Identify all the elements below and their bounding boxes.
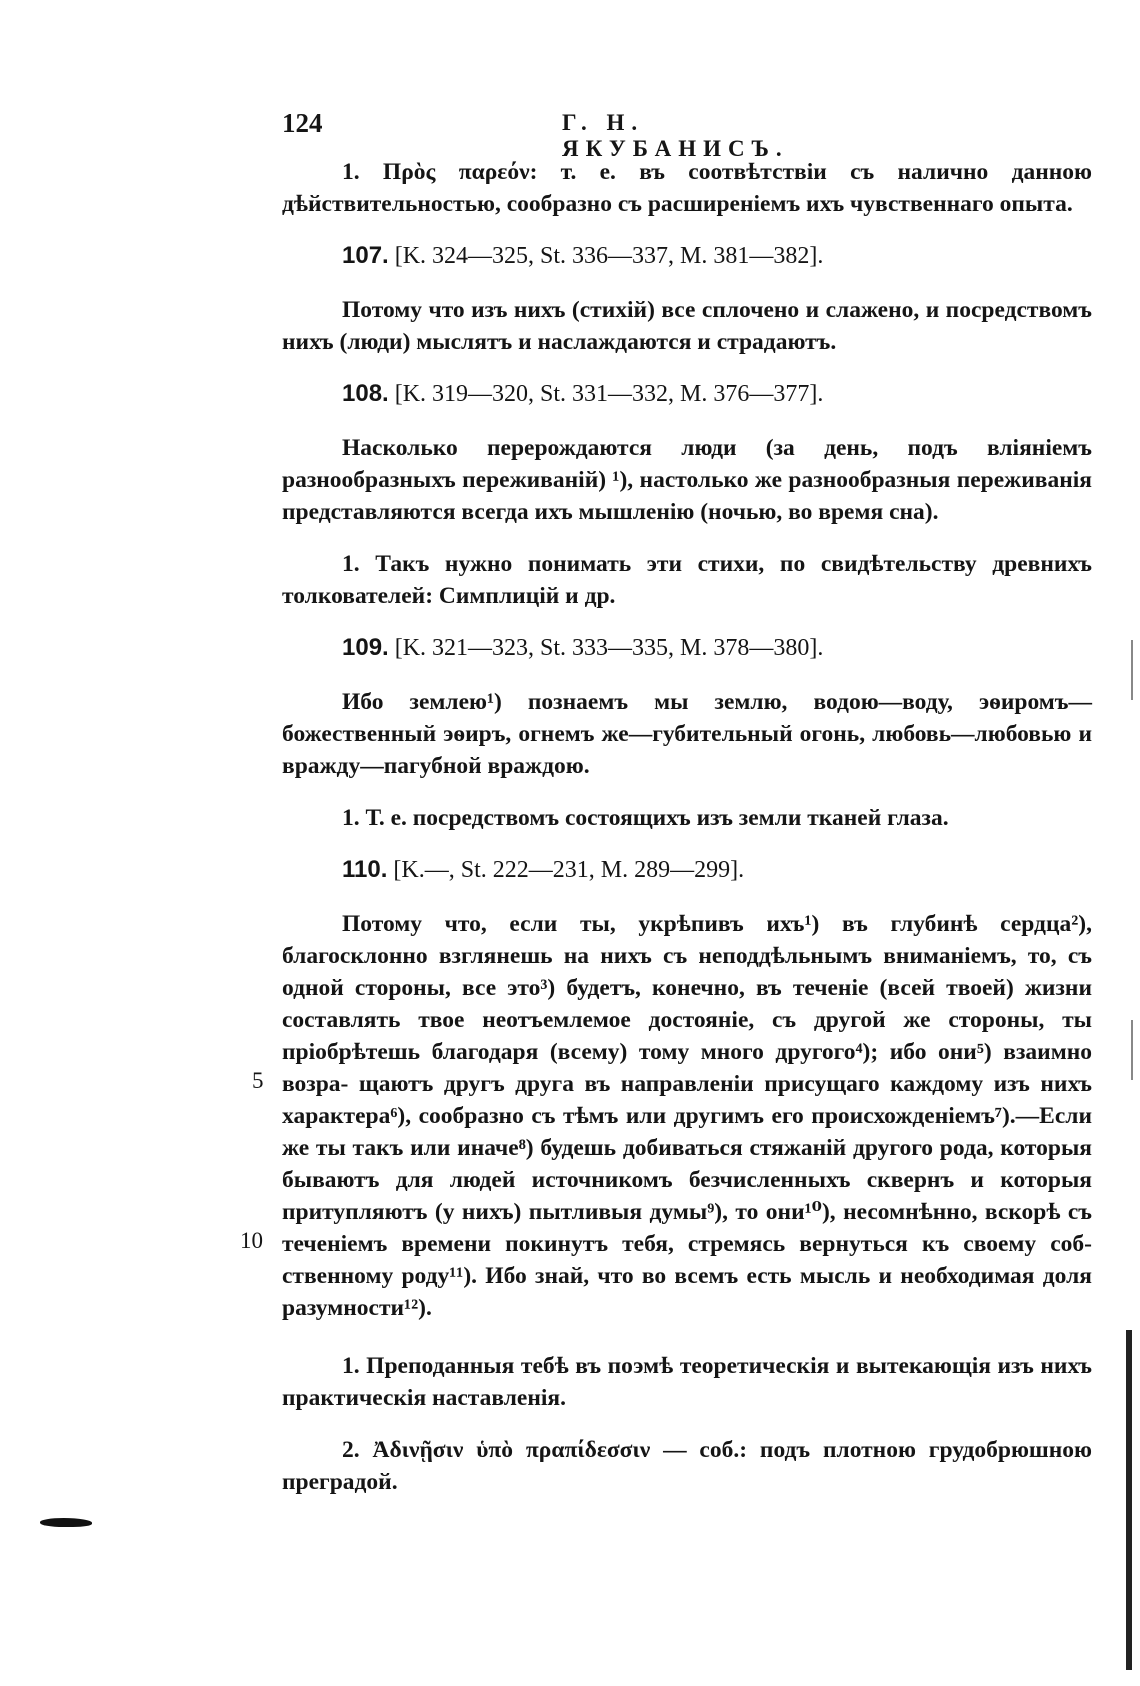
fragment-108-reference	[282, 378, 1092, 410]
fragment-number: 109.	[342, 634, 389, 661]
fragment-109-reference	[282, 632, 1092, 664]
fragment-110-line-10-11: ственному роду¹¹). Ибо знай, что во всемъ есть мысль и необходимая доля разумности¹²).	[282, 1263, 1092, 1321]
page-edge-mark	[1131, 640, 1133, 700]
fragment-citation: [K. 319—320, St. 331—332, M. 376—377].	[394, 381, 824, 407]
running-title: Г. Н. ЯКУБАНИСЪ.	[562, 110, 789, 161]
fragment-107-text: Потому что изъ нихъ (стихій) все сплочено и слажено, и посредствомъ нихъ (люди) мыслятъ и наслаждаются и страдаютъ.	[282, 297, 1092, 355]
footnote-110-1: 1. Преподанныя тебѣ въ поэмѣ теоретическія и вытекающія изъ нихъ практическія наставленія.	[282, 1353, 1092, 1411]
fragment-110-line-1-4: Потому что, если ты, укрѣпивъ ихъ¹) въ глубинѣ сердца²), благосклонно взглянешь на нихъ съ неподдѣльнымъ вниманіемъ, то, съ одной стороны, все это³) будетъ, конечно, въ теченіе (всей твоей) жизни составлять твое неотъемлемое достояніе, съ другой же стороны, ты пріобрѣтешь благодаря (всему) тому много другого⁴); ибо они⁵) взаимно возра-	[282, 911, 1092, 1097]
page-body	[240, 156, 1093, 1518]
line-number-10: 10	[240, 1228, 263, 1253]
fragment-109-text: Ибо землею¹) познаемъ мы землю, водою—воду, эѳиромъ—божественный эѳиръ, огнемъ же—губительный огонь, любовь—любовью и вражду—пагубной враждою.	[282, 689, 1092, 779]
fragment-108-text: Насколько перерождаются люди (за день, подъ вліяніемъ разнообразныхъ переживаній) ¹), настолько же разнообразныя переживанія представляются всегда ихъ мышленію (ночью, во время сна).	[282, 435, 1092, 525]
fragment-110-line-5-9: щаютъ другъ друга въ направленіи присущаго каждому изъ нихъ характера⁶), сообразно съ тѣмъ или другимъ его происхожденіемъ⁷).—Если же ты такъ или иначе⁸) будешь добиваться стяжаній другого рода, которыя бываютъ для людей источникомъ безчисленныхъ сквернъ и которыя притупляютъ (у нихъ) пытливыя думы⁹), то они¹⁰), несомнѣнно, вскорѣ съ теченіемъ времени покинутъ тебя, стремясь вернуться къ своему соб-	[282, 1071, 1093, 1257]
fragment-citation: [K.—, St. 222—231, M. 289—299].	[393, 857, 745, 883]
fragment-110-part-1	[282, 908, 1092, 1324]
margin-ink-mark	[40, 1518, 92, 1527]
page-header	[282, 108, 842, 161]
footnote-110-2: 2. Ἀδινῇσιν ὑπὸ πραπίδεσσιν — соб.: подъ плотною грудобрюшною преградой.	[282, 1437, 1092, 1495]
fragment-number: 108.	[342, 380, 389, 407]
fragment-110-reference	[282, 854, 1092, 886]
fragment-citation: [K. 321—323, St. 333—335, M. 378—380].	[394, 635, 824, 661]
page-edge-mark	[1131, 1020, 1133, 1080]
line-number-5: 5	[252, 1068, 264, 1093]
fragment-110-text	[240, 908, 1093, 1324]
fragment-107-reference	[282, 240, 1092, 272]
footnote-106-1: 1. Πρὸς παρεόν: т. е. въ соотвѣтствіи съ налично данною дѣйствительностью, сообразно съ расширеніемъ ихъ чувственнаго опыта.	[282, 159, 1092, 217]
footnote-109-1: 1. Т. е. посредствомъ состоящихъ изъ земли тканей глаза.	[342, 805, 949, 831]
fragment-citation: [K. 324—325, St. 336—337, M. 381—382].	[394, 243, 824, 269]
fragment-number: 110.	[342, 856, 388, 883]
page-number: 124	[282, 108, 323, 138]
fragment-number: 107.	[342, 242, 389, 269]
footnote-108-1: 1. Такъ нужно понимать эти стихи, по свидѣтельству древнихъ толкователей: Симплицій и др.	[282, 551, 1092, 609]
page-edge-shadow	[1126, 1330, 1132, 1670]
